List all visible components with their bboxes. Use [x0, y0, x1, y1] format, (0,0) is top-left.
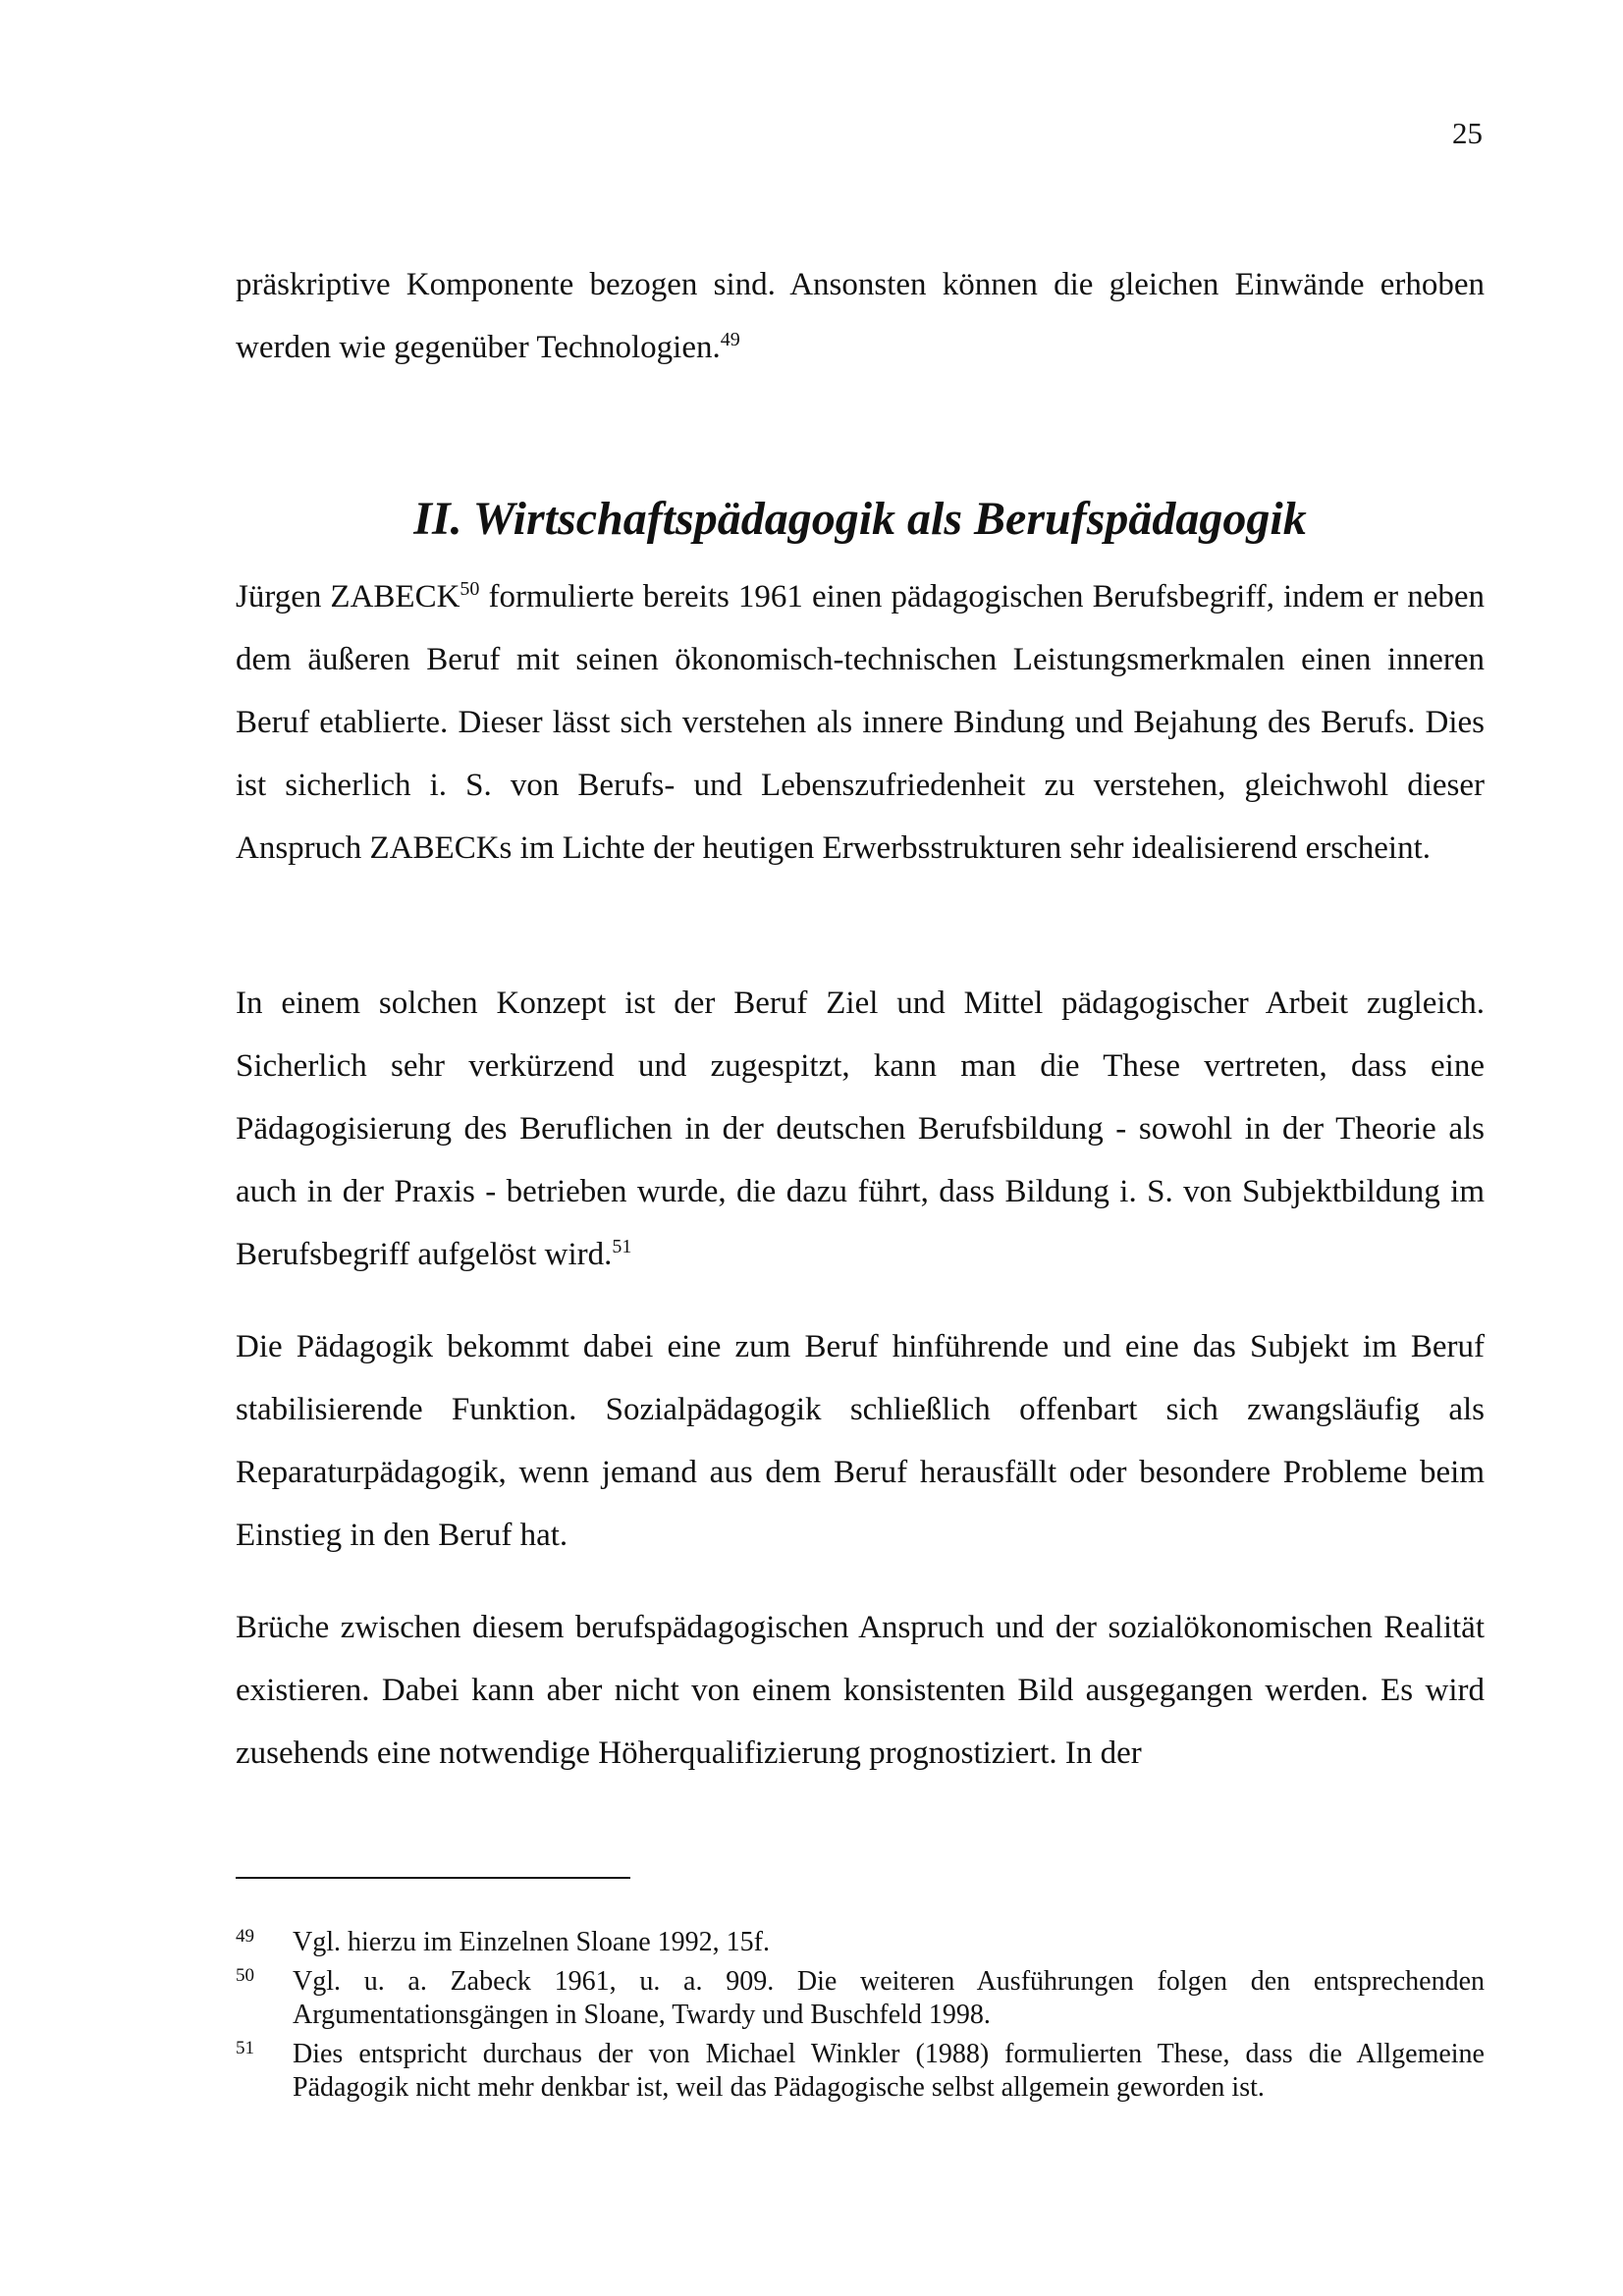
footnote-text: Vgl. hierzu im Einzelnen Sloane 1992, 15f. — [293, 1927, 770, 1957]
footnote-text: Vgl. u. a. Zabeck 1961, u. a. 909. Die weiteren Ausführungen folgen den entsprechenden Argumentationsgängen in Sloane, Twardy und Buschfeld 1998. — [293, 1966, 1485, 2030]
paragraph-1-text: präskriptive Komponente bezogen sind. Ansonsten können die gleichen Einwände erhoben werden wie gegenüber Technologien. — [236, 267, 1485, 365]
footnote-ref-49: 49 — [720, 329, 740, 350]
footnote-49 — [236, 1926, 1485, 1959]
footnote-number: 51 — [236, 2038, 254, 2058]
footnote-51 — [236, 2038, 1485, 2105]
footnotes — [236, 1926, 1485, 2110]
footnote-number: 49 — [236, 1926, 254, 1947]
paragraph-1 — [236, 253, 1485, 379]
paragraph-2 — [236, 565, 1485, 880]
footnote-50 — [236, 1965, 1485, 2032]
paragraph-2-text-after: formulierte bereits 1961 einen pädagogischen Berufsbegriff, indem er neben dem äußeren Beruf mit seinen ökonomisch-technischen Leistungsmerkmalen einen inneren Beruf etablierte. Dieser lässt sich verstehen als innere Bindung und Bejahung des Berufs. Dies ist sicherlich i. S. von Berufs- und Lebenszufriedenheit zu verstehen, gleichwohl dieser Anspruch ZABECKs im Lichte der heutigen Erwerbsstrukturen sehr idealisierend erscheint. — [236, 579, 1485, 866]
page-number: 25 — [1452, 116, 1483, 150]
footnote-ref-51: 51 — [612, 1236, 632, 1257]
footnote-ref-50: 50 — [460, 578, 480, 600]
paragraph-5 — [236, 1596, 1485, 1785]
paragraph-2-text-before: Jürgen ZABECK — [236, 579, 460, 614]
paragraph-3 — [236, 972, 1485, 1286]
footnote-divider — [236, 1877, 630, 1879]
footnote-text: Dies entspricht durchaus der von Michael Winkler (1988) formulierten These, dass die Allgemeine Pädagogik nicht mehr denkbar ist, weil das Pädagogische selbst allgemein geworden ist. — [293, 2039, 1485, 2103]
paragraph-5-text: Brüche zwischen diesem berufspädagogischen Anspruch und der sozialökonomischen Realität existieren. Dabei kann aber nicht von einem konsistenten Bild ausgegangen werden. Es wird zusehends eine notwendige Höherqualifizierung prognostiziert. In der — [236, 1610, 1485, 1771]
paragraph-4 — [236, 1315, 1485, 1567]
paragraph-4-text: Die Pädagogik bekommt dabei eine zum Beruf hinführende und eine das Subjekt im Beruf stabilisierende Funktion. Sozialpädagogik schließlich offenbart sich zwangsläufig als Reparaturpädagogik, wenn jemand aus dem Beruf herausfällt oder besondere Probleme beim Einstieg in den Beruf hat. — [236, 1329, 1485, 1553]
paragraph-3-text: In einem solchen Konzept ist der Beruf Ziel und Mittel pädagogischer Arbeit zugleich. Sicherlich sehr verkürzend und zugespitzt, kann man die These vertreten, dass eine Pädagogisierung des Beruflichen in der deutschen Berufsbildung - sowohl in der Theorie als auch in der Praxis - betrieben wurde, die dazu führt, dass Bildung i. S. von Subjektbildung im Berufsbegriff aufgelöst wird. — [236, 986, 1485, 1272]
section-heading: II. Wirtschaftspädagogik als Berufspädagogik — [413, 493, 1307, 545]
footnote-number: 50 — [236, 1965, 254, 1986]
